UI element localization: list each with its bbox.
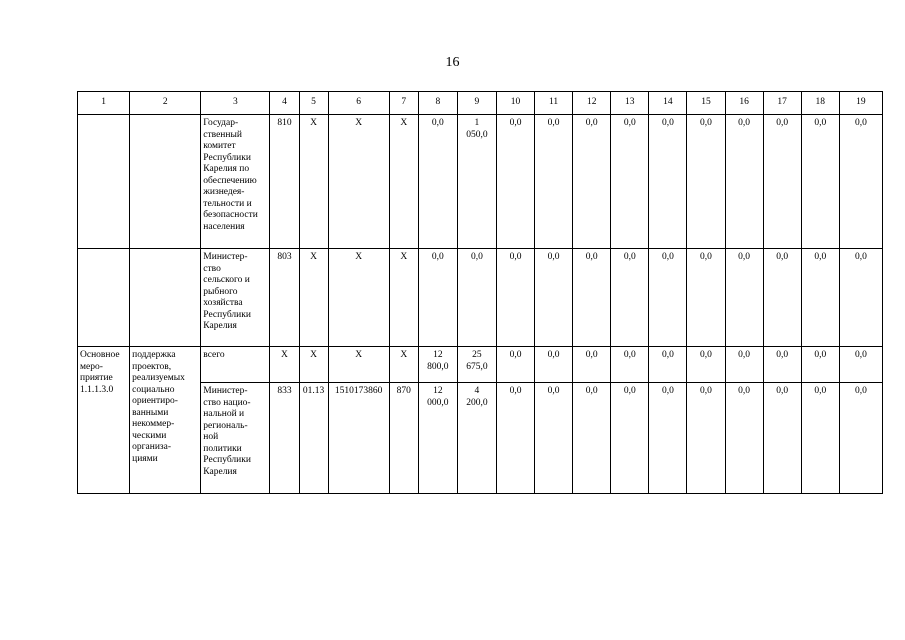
table-cell: 0,0 bbox=[611, 383, 649, 494]
cell-text: поддержка проектов, реализуемых социально ориентиро- ванными некоммер- ческими организа- циями bbox=[132, 350, 185, 464]
header-cell: 4 bbox=[270, 92, 299, 115]
header-cell: 19 bbox=[839, 92, 882, 115]
table-cell: X bbox=[389, 249, 418, 347]
table-cell: 0,0 bbox=[649, 383, 687, 494]
table-cell: 0,0 bbox=[535, 249, 573, 347]
table-cell: 0,0 bbox=[573, 347, 611, 383]
table-cell: 0,0 bbox=[496, 347, 534, 383]
cell-text: Министер- ство сельского и рыбного хозяйства Республики Карелия bbox=[203, 252, 251, 331]
table-cell: 803 bbox=[270, 249, 299, 347]
table-cell: 0,0 bbox=[649, 249, 687, 347]
table-cell: 0,0 bbox=[496, 249, 534, 347]
table-cell bbox=[78, 249, 130, 347]
header-cell: 2 bbox=[130, 92, 201, 115]
cell-text: 1 050,0 bbox=[466, 118, 488, 140]
table-cell: 0,0 bbox=[763, 249, 801, 347]
header-cell: 17 bbox=[763, 92, 801, 115]
table-cell: 0,0 bbox=[418, 115, 457, 249]
cell-text: 25 675,0 bbox=[466, 350, 488, 372]
table-cell: 0,0 bbox=[611, 347, 649, 383]
table-cell: 870 bbox=[389, 383, 418, 494]
table-cell: 0,0 bbox=[496, 115, 534, 249]
table-cell: 0,0 bbox=[763, 383, 801, 494]
table-cell: 0,0 bbox=[457, 249, 496, 347]
table-cell bbox=[418, 383, 457, 494]
table-cell: X bbox=[328, 115, 389, 249]
table-cell: 0,0 bbox=[535, 347, 573, 383]
table-cell: 0,0 bbox=[535, 115, 573, 249]
header-cell: 1 bbox=[78, 92, 130, 115]
table-cell: 0,0 bbox=[725, 115, 763, 249]
table-cell: X bbox=[328, 347, 389, 383]
table-cell: 0,0 bbox=[725, 383, 763, 494]
table-cell: 0,0 bbox=[535, 383, 573, 494]
header-cell: 16 bbox=[725, 92, 763, 115]
table-cell: 810 bbox=[270, 115, 299, 249]
table-cell: 0,0 bbox=[611, 249, 649, 347]
table-cell: 0,0 bbox=[687, 115, 725, 249]
cell-text: Государ- ственный комитет Республики Карелия по обеспечению жизнедея- тельности и безопасности населения bbox=[203, 118, 258, 232]
table-cell: 1510173860 bbox=[328, 383, 389, 494]
budget-table bbox=[77, 91, 883, 494]
table-cell bbox=[418, 347, 457, 383]
table-cell bbox=[201, 115, 270, 249]
table-cell: 01.13 bbox=[299, 383, 328, 494]
header-cell: 12 bbox=[573, 92, 611, 115]
table-cell: 0,0 bbox=[801, 347, 839, 383]
table-cell: всего bbox=[201, 347, 270, 383]
header-cell: 6 bbox=[328, 92, 389, 115]
table-cell: 0,0 bbox=[725, 249, 763, 347]
table-cell: X bbox=[270, 347, 299, 383]
table-cell: X bbox=[299, 115, 328, 249]
table-cell: 0,0 bbox=[418, 249, 457, 347]
header-cell: 9 bbox=[457, 92, 496, 115]
header-cell: 13 bbox=[611, 92, 649, 115]
table-cell: X bbox=[299, 347, 328, 383]
table-cell bbox=[457, 115, 496, 249]
table-cell: 0,0 bbox=[801, 249, 839, 347]
header-cell: 10 bbox=[496, 92, 534, 115]
table-cell: 0,0 bbox=[763, 115, 801, 249]
table-cell: 0,0 bbox=[839, 115, 882, 249]
table-cell: 0,0 bbox=[573, 383, 611, 494]
table-cell bbox=[201, 383, 270, 494]
table-cell: 0,0 bbox=[496, 383, 534, 494]
table-cell: X bbox=[328, 249, 389, 347]
header-cell: 8 bbox=[418, 92, 457, 115]
table-cell bbox=[130, 249, 201, 347]
table-cell bbox=[201, 249, 270, 347]
header-cell: 18 bbox=[801, 92, 839, 115]
header-cell: 7 bbox=[389, 92, 418, 115]
table-cell: 0,0 bbox=[839, 383, 882, 494]
cell-text: 4 200,0 bbox=[466, 386, 488, 408]
table-cell: 0,0 bbox=[839, 347, 882, 383]
header-cell: 3 bbox=[201, 92, 270, 115]
table-cell: 0,0 bbox=[801, 115, 839, 249]
header-cell: 5 bbox=[299, 92, 328, 115]
table-cell: 0,0 bbox=[649, 115, 687, 249]
table-cell: 0,0 bbox=[687, 347, 725, 383]
table-cell: 0,0 bbox=[573, 249, 611, 347]
table-cell bbox=[130, 115, 201, 249]
table-cell bbox=[130, 347, 201, 494]
table-cell: 0,0 bbox=[763, 347, 801, 383]
table-row bbox=[78, 115, 883, 249]
table-cell: 0,0 bbox=[687, 249, 725, 347]
header-cell: 11 bbox=[535, 92, 573, 115]
table-cell: X bbox=[299, 249, 328, 347]
header-cell: 14 bbox=[649, 92, 687, 115]
page-number: 16 bbox=[445, 55, 460, 70]
cell-text: Основное меро- приятие 1.1.1.3.0 bbox=[80, 350, 120, 395]
table-cell: X bbox=[389, 347, 418, 383]
table-cell: 833 bbox=[270, 383, 299, 494]
table-cell: X bbox=[389, 115, 418, 249]
table-cell: 0,0 bbox=[611, 115, 649, 249]
header-row bbox=[78, 92, 883, 115]
table-row bbox=[78, 347, 883, 383]
table-cell: 0,0 bbox=[801, 383, 839, 494]
table-cell bbox=[457, 383, 496, 494]
table-cell: 0,0 bbox=[687, 383, 725, 494]
table-cell: 0,0 bbox=[573, 115, 611, 249]
table-cell bbox=[457, 347, 496, 383]
cell-text: 12 800,0 bbox=[427, 350, 449, 372]
cell-text: 12 000,0 bbox=[427, 386, 449, 408]
table-row bbox=[78, 249, 883, 347]
table-cell bbox=[78, 115, 130, 249]
cell-text: Министер- ство нацио- нальной и региональ- ной политики Республики Карелия bbox=[203, 386, 251, 477]
table-cell bbox=[78, 347, 130, 494]
table-cell: 0,0 bbox=[725, 347, 763, 383]
table-cell: 0,0 bbox=[839, 249, 882, 347]
table-cell: 0,0 bbox=[649, 347, 687, 383]
header-cell: 15 bbox=[687, 92, 725, 115]
